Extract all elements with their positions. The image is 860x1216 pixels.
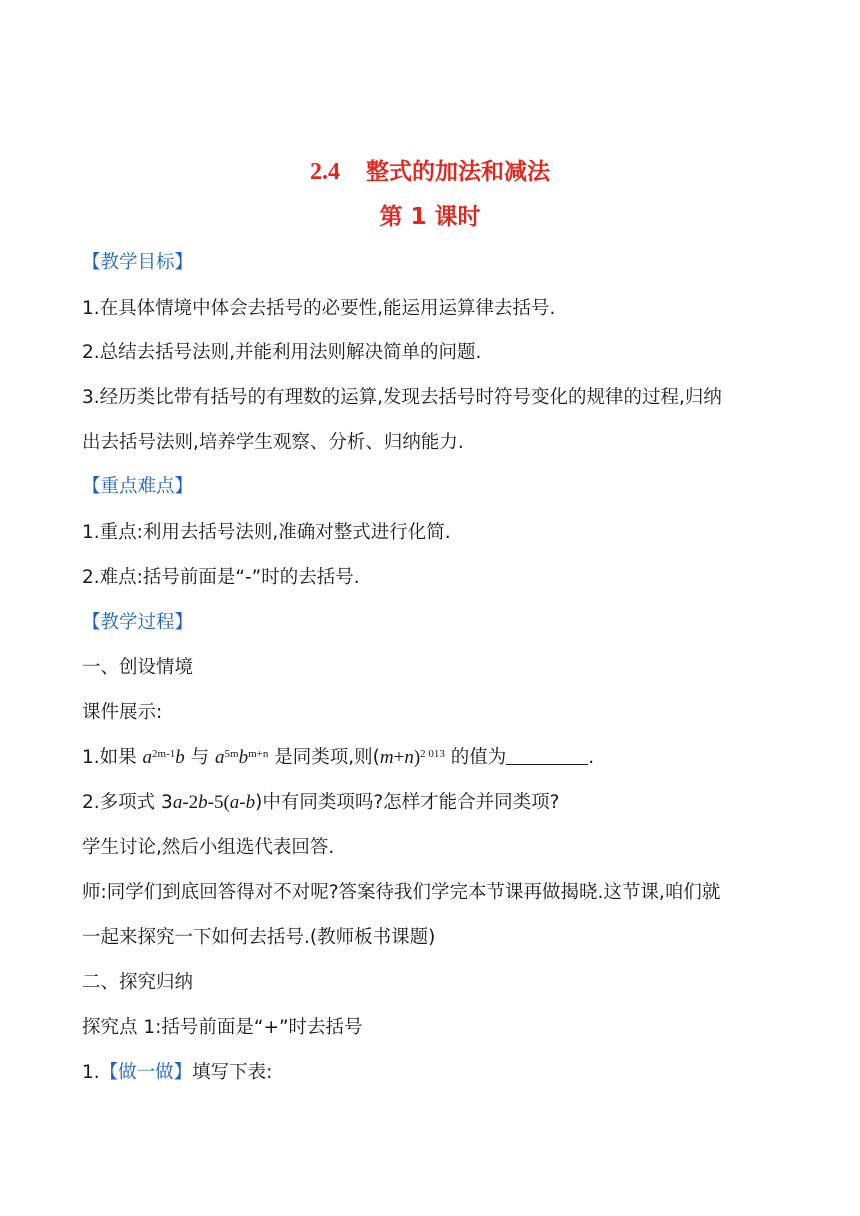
- heading-objectives: 【教学目标】: [82, 252, 194, 273]
- key-point-2: 2.难点:括号前面是“-”时的去括号.: [82, 567, 360, 588]
- q1-text: 与: [184, 747, 216, 768]
- q2-var: b: [198, 792, 208, 813]
- q1-text: 是同类项,则(: [268, 747, 380, 768]
- section-title: [0, 158, 860, 186]
- do-it-label: 【做一做】: [99, 1062, 193, 1083]
- q1-var: m: [379, 747, 394, 768]
- q1-text: 的值为: [444, 747, 507, 768]
- q2-text: 2.多项式 3: [82, 792, 173, 813]
- q1-var: a: [142, 747, 153, 768]
- objective-3-line-2: 出去括号法则,培养学生观察、分析、归纳能力.: [82, 432, 464, 453]
- lesson-title: 第 1 课时: [379, 204, 481, 230]
- q2-var: a: [229, 792, 240, 813]
- q1-text: ): [413, 747, 421, 768]
- do-it-text: 填写下表:: [192, 1062, 273, 1083]
- q1-var: b: [238, 747, 249, 768]
- heading-key-points: 【重点难点】: [82, 476, 194, 497]
- q1-var: n: [404, 747, 414, 768]
- teacher-line-2: 一起来探究一下如何去括号.(教师板书课题): [82, 927, 436, 948]
- q2-var: b: [245, 792, 256, 813]
- question-1: [82, 745, 594, 771]
- discussion-note: 学生讨论,然后小组选代表回答.: [82, 837, 335, 858]
- explore-point-1: 探究点 1:括号前面是“+”时去括号: [82, 1017, 363, 1038]
- q1-var: a: [215, 747, 225, 768]
- do-it-number: 1.: [82, 1062, 100, 1083]
- part-2-heading: 二、探究归纳: [82, 972, 194, 993]
- q1-exponent: m+n: [248, 747, 269, 760]
- q1-text: .: [588, 747, 595, 768]
- key-point-1: 1.重点:利用去括号法则,准确对整式进行化简.: [82, 522, 451, 543]
- do-it-instruction: [82, 1060, 272, 1086]
- q2-var: a: [172, 792, 183, 813]
- q2-text: -2: [182, 792, 199, 813]
- question-2: [82, 790, 559, 816]
- q2-text: -: [239, 792, 246, 813]
- q1-op: +: [393, 747, 405, 768]
- q1-exponent: 2m-1: [152, 747, 176, 760]
- answer-blank[interactable]: [506, 746, 588, 765]
- section-name: 整式的加法和减法: [366, 159, 550, 185]
- part-1-heading: 一、创设情境: [82, 657, 194, 678]
- section-number: 2.4: [310, 159, 340, 185]
- q2-text: )中有同类项吗?怎样才能合并同类项?: [255, 792, 560, 813]
- q1-prefix: 1.如果: [82, 747, 143, 768]
- teacher-line-1: 师:同学们到底回答得对不对呢?答案待我们学完本节课再做揭晓.这节课,咱们就: [82, 882, 721, 903]
- objective-2: 2.总结去括号法则,并能利用法则解决简单的问题.: [82, 342, 482, 363]
- courseware-label: 课件展示:: [82, 702, 163, 723]
- heading-process: 【教学过程】: [82, 612, 194, 633]
- q1-var: b: [175, 747, 185, 768]
- q2-text: -5(: [207, 792, 230, 813]
- objective-1: 1.在具体情境中体会去括号的必要性,能运用运算律去括号.: [82, 298, 556, 319]
- q1-exponent: 5m: [224, 747, 239, 760]
- objective-3-line-1: 3.经历类比带有括号的有理数的运算,发现去括号时符号变化的规律的过程,归纳: [82, 387, 722, 408]
- q1-exponent: 2 013: [420, 747, 445, 760]
